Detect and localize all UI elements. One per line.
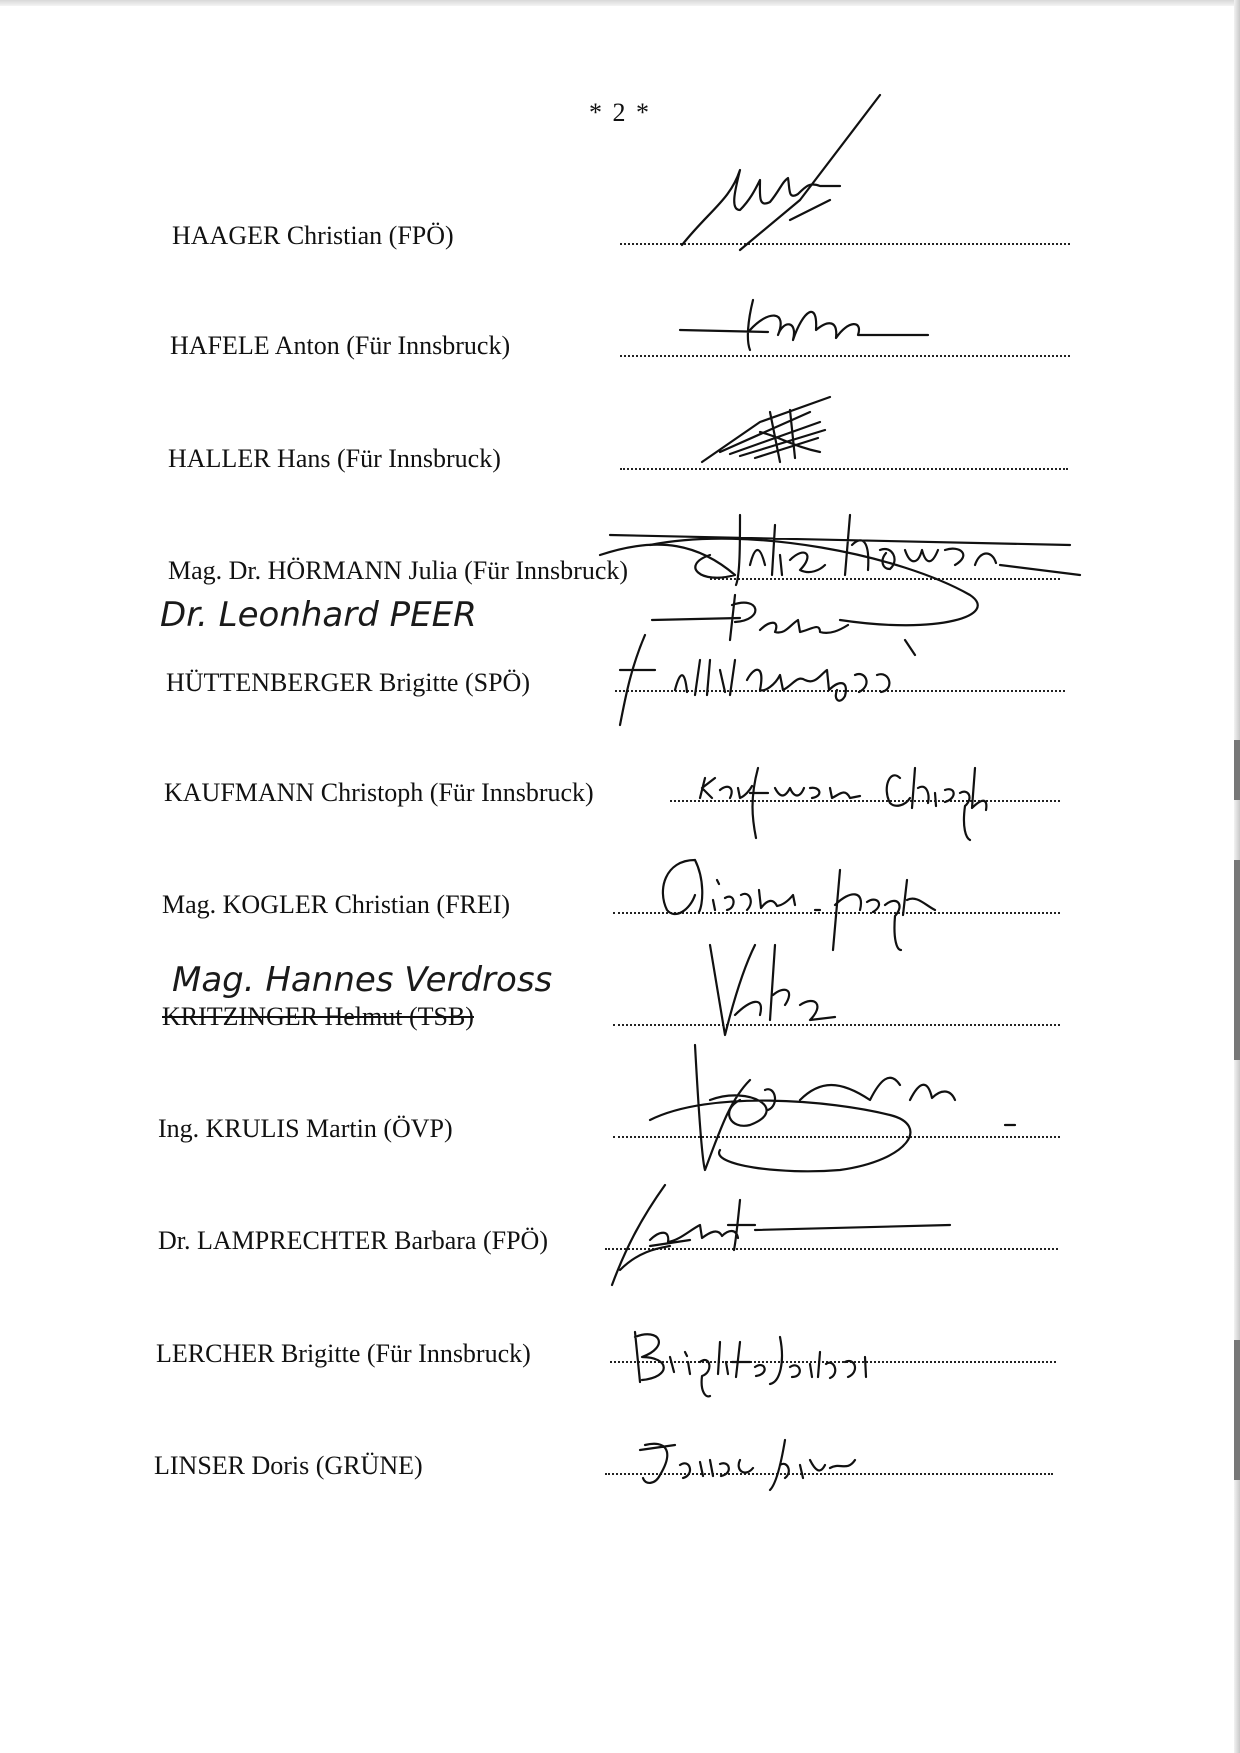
signature-row [0, 1425, 1240, 1485]
member-name: Mag. KOGLER Christian (FREI) [162, 890, 511, 919]
signature-row [0, 1313, 1240, 1373]
member-name: HAAGER Christian (FPÖ) [172, 221, 454, 250]
signature-row [0, 305, 1240, 365]
signature-lercher [630, 1322, 900, 1402]
handwritten-signature [700, 1330, 708, 1331]
member-name: LINSER Doris (GRÜNE) [154, 1451, 423, 1480]
signature-haager [680, 90, 890, 290]
handwritten-signature [700, 880, 708, 881]
member-name: LERCHER Brigitte (Für Innsbruck) [156, 1339, 531, 1368]
signature-huettenberger [615, 630, 955, 730]
signature-krulis [610, 1040, 1030, 1190]
member-name: Ing. KRULIS Martin (ÖVP) [158, 1114, 453, 1143]
signature-kaufmann [690, 758, 1010, 848]
signature-lamprechter [610, 1180, 960, 1290]
member-name: KAUFMANN Christoph (Für Innsbruck) [164, 778, 594, 807]
member-name: Mag. Dr. HÖRMANN Julia (Für Innsbruck) [168, 556, 629, 585]
handwritten-annotation: Dr. Leonhard PEER [160, 595, 477, 635]
member-name: HALLER Hans (Für Innsbruck) [168, 444, 501, 473]
handwritten-signature [700, 1440, 706, 1441]
signature-row [0, 418, 1240, 478]
handwritten-signature [700, 660, 708, 661]
handwritten-signature [700, 760, 710, 761]
signature-row [0, 976, 1240, 1036]
member-name: HÜTTENBERGER Brigitte (SPÖ) [166, 668, 530, 697]
signature-row [0, 864, 1240, 924]
signature-row [0, 752, 1240, 812]
signature-linser [635, 1430, 885, 1500]
member-name: Dr. LAMPRECHTER Barbara (FPÖ) [158, 1226, 548, 1255]
signature-haller [700, 392, 850, 472]
scan-edge-top [0, 0, 1240, 6]
signature-row [0, 195, 1240, 255]
handwritten-signature [700, 600, 702, 601]
page-number: * 2 * [589, 98, 651, 127]
signature-hafele [678, 290, 938, 360]
member-name: HAFELE Anton (Für Innsbruck) [170, 331, 511, 360]
signature-verdross [705, 935, 845, 1045]
handwritten-signature [740, 496, 747, 497]
handwritten-annotation: Mag. Hannes Verdross [172, 960, 553, 1000]
member-name-struck: KRITZINGER Helmut (TSB) [162, 1002, 474, 1031]
